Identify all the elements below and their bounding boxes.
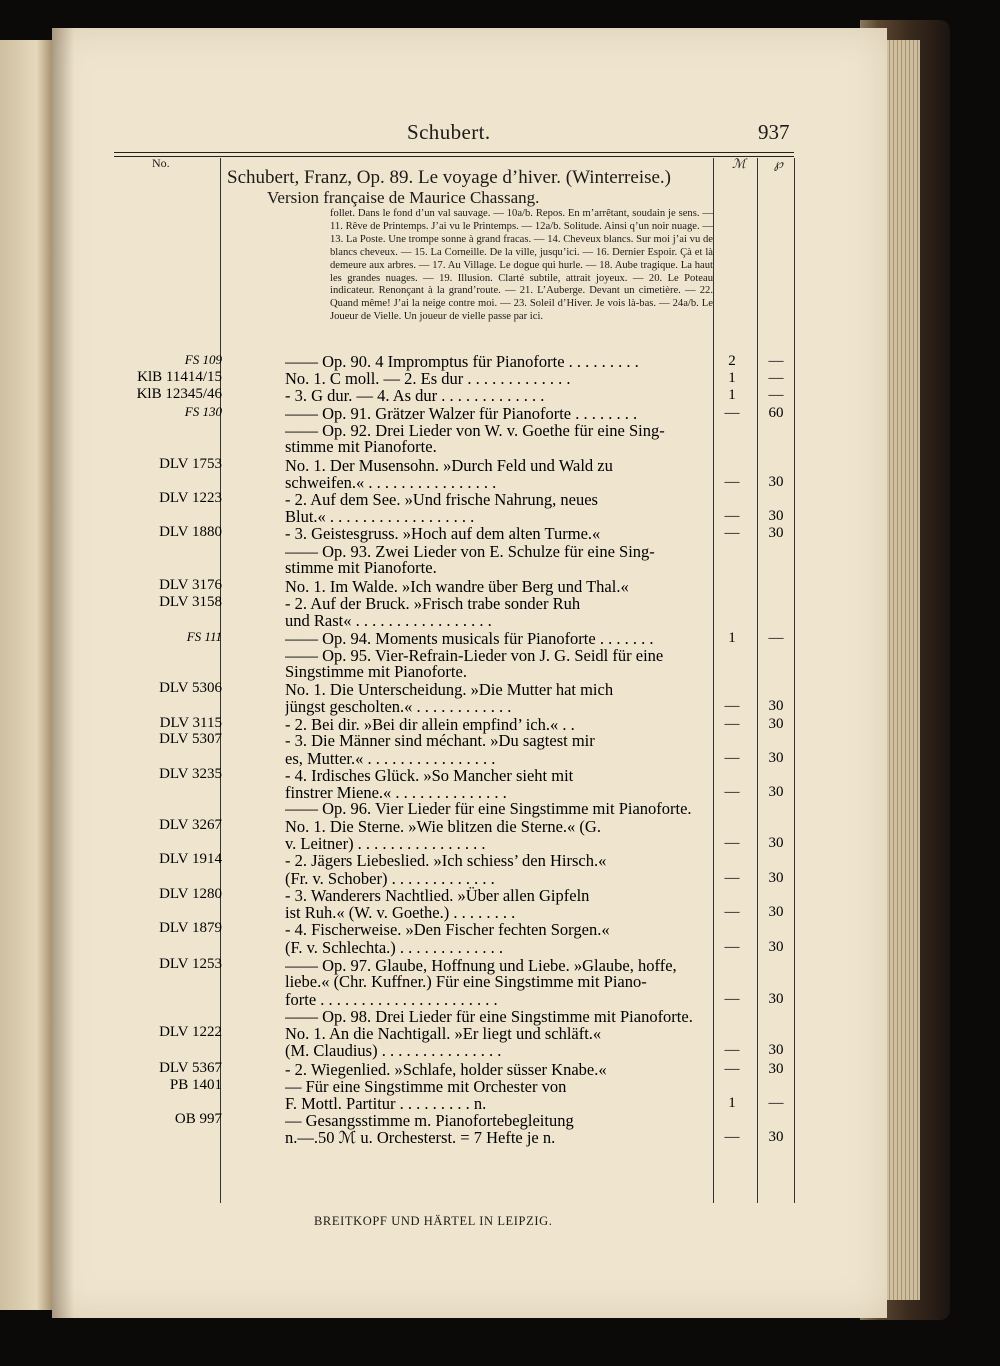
running-head: Schubert. — [407, 120, 491, 144]
item-text: Singstimme mit Pianoforte. — [285, 662, 467, 681]
entry-heading: Schubert, Franz, Op. 89. Le voyage d’hiver. (Winterreise.) — [227, 167, 672, 188]
catalog-row — [112, 386, 862, 405]
catalog-row — [112, 524, 862, 543]
catalog-number: DLV 1753 — [159, 456, 222, 472]
catalog-number: DLV 1223 — [159, 490, 222, 506]
catalog-row — [112, 1041, 862, 1060]
item-text: - 3. Geistesgruss. »Hoch auf dem alten Turme.« — [285, 524, 601, 543]
price-pfennig: — — [768, 387, 784, 403]
item-text: F. Mottl. Partitur . . . . . . . . . n. — [285, 1094, 487, 1113]
song-contents: follet. Dans le fond d’un val sauvage. — 10a/b. Repos. En m’arrêtant, soudain je sens. — 11. Rêve de Printemps. J’ai vu le Printemps. — 12a/b. Solitude. Ainsi q’un noir nuage. — 13. La Poste. Une trompe sonne à grand fracas. — 14. Cheveux blancs. Sur moi j’ai vu de blancs cheveux. — 15. La Corneille. De la ville, jusqu’ici. — 16. Dernier Espoir. Çà et là demeure aux arbres. — 17. Au Village. Le dogue qui hurle. — 18. Aube tragique. La haut les grandes nuages. — 19. Illusion. Clarté subtile, attrait joyeux. — 20. Le Poteau indicateur. Renonçant à la grand’route. — 21. L’Auberge. Devant un cimetière. — 22. Quand même! J’ai la neige contre moi. — 23. Soleil d’Hiver. Je vois là-bas. — 24a/b. Le Joueur de Vielle. Un joueur de vielle passe par ici. — [330, 208, 713, 323]
price-mark: — — [724, 405, 740, 421]
price-mark: — — [724, 1061, 740, 1077]
item-text: ist Ruh.« (W. v. Goethe.) . . . . . . . . — [285, 903, 516, 922]
price-mark: 1 — [728, 387, 736, 403]
catalog-number: DLV 3235 — [159, 766, 222, 782]
catalog-row — [112, 1128, 862, 1147]
price-pfennig: 30 — [768, 474, 784, 490]
page — [52, 28, 887, 1318]
item-text: - 4. Irdisches Glück. »So Mancher sieht mit — [285, 766, 574, 785]
item-text: - 2. Bei dir. »Bei dir allein empfind’ ich.« . . — [285, 715, 575, 734]
catalog-row — [112, 731, 862, 750]
item-text: es, Mutter.« . . . . . . . . . . . . . . . . — [285, 749, 496, 768]
catalog-row — [112, 972, 862, 991]
catalog-number: DLV 5306 — [159, 680, 222, 696]
catalog-row — [112, 697, 862, 716]
item-text: und Rast« . . . . . . . . . . . . . . . . . — [285, 611, 492, 630]
price-pfennig: 30 — [768, 716, 784, 732]
price-pfennig: — — [768, 370, 784, 386]
price-pfennig: 30 — [768, 870, 784, 886]
catalog-number: KlB 11414/15 — [137, 369, 222, 385]
item-text: No. 1. Die Sterne. »Wie blitzen die Sterne.« (G. — [285, 817, 601, 836]
catalog-row — [112, 851, 862, 870]
catalog-number: PB 1401 — [169, 1077, 222, 1093]
item-text: —— Op. 93. Zwei Lieder von E. Schulze für eine Sing- — [285, 542, 655, 561]
catalog-row — [112, 799, 862, 818]
item-text: - 3. G dur. — 4. As dur . . . . . . . . . . . . . — [285, 386, 545, 405]
catalog-row — [112, 437, 862, 456]
item-text: stimme mit Pianoforte. — [285, 437, 437, 456]
item-text: —— Op. 97. Glaube, Hoffnung und Liebe. »Glaube, hoffe, — [285, 956, 677, 975]
column-header-number: No. — [152, 156, 170, 170]
catalog-number: DLV 5367 — [159, 1060, 222, 1076]
item-text: —— Op. 90. 4 Impromptus für Pianoforte . . . . . . . . . — [285, 352, 639, 371]
price-pfennig: — — [768, 1095, 784, 1111]
left-page-edge — [0, 40, 52, 1310]
item-text: n.—.50 ℳ u. Orchesterst. = 7 Hefte je n. — [285, 1128, 556, 1147]
item-text: jüngst gescholten.« . . . . . . . . . . . . — [285, 697, 512, 716]
item-text: No. 1. Der Musensohn. »Durch Feld und Wald zu — [285, 456, 613, 475]
publisher-footer: BREITKOPF UND HÄRTEL IN LEIPZIG. — [314, 1214, 553, 1228]
item-text: - 2. Wiegenlied. »Schlafe, holder süsser Knabe.« — [285, 1060, 607, 1079]
price-mark: — — [724, 1042, 740, 1058]
gutter-shadow — [52, 28, 74, 1318]
item-text: schweifen.« . . . . . . . . . . . . . . . . — [285, 473, 497, 492]
entry-subtitle: Version française de Maurice Chassang. — [267, 188, 540, 207]
item-text: liebe.« (Chr. Kuffner.) Für eine Singstimme mit Piano- — [285, 972, 647, 991]
price-pfennig: 30 — [768, 991, 784, 1007]
price-mark: — — [724, 508, 740, 524]
price-mark: — — [724, 904, 740, 920]
catalog-number: DLV 3176 — [159, 577, 222, 593]
item-text: —— Op. 96. Vier Lieder für eine Singstimme mit Pianoforte. — [285, 799, 692, 818]
price-pfennig: 60 — [768, 405, 784, 421]
item-text: —— Op. 92. Drei Lieder von W. v. Goethe für eine Sing- — [285, 421, 665, 440]
price-mark: — — [724, 1129, 740, 1145]
item-text: —— Op. 94. Moments musicals für Pianoforte . . . . . . . — [285, 629, 654, 648]
catalog-number: DLV 3158 — [159, 594, 222, 610]
price-mark: 2 — [728, 353, 736, 369]
price-mark: — — [724, 939, 740, 955]
catalog-row — [112, 611, 862, 630]
catalog-row — [112, 558, 862, 577]
item-text: (Fr. v. Schober) . . . . . . . . . . . . . — [285, 869, 495, 888]
catalog-number: DLV 1280 — [159, 886, 222, 902]
item-text: forte . . . . . . . . . . . . . . . . . . . . . . — [285, 990, 498, 1009]
price-pfennig: 30 — [768, 835, 784, 851]
price-pfennig: 30 — [768, 525, 784, 541]
catalog-number: FS 130 — [184, 404, 222, 419]
item-text: v. Leitner) . . . . . . . . . . . . . . . . — [285, 834, 486, 853]
price-pfennig: 30 — [768, 1061, 784, 1077]
header-rule — [114, 152, 794, 153]
item-text: finstrer Miene.« . . . . . . . . . . . . . . — [285, 783, 507, 802]
price-mark: 1 — [728, 370, 736, 386]
price-pfennig: 30 — [768, 1129, 784, 1145]
price-mark: — — [724, 716, 740, 732]
header-rule-thin — [114, 156, 794, 157]
price-mark: — — [724, 835, 740, 851]
price-mark: 1 — [728, 1095, 736, 1111]
catalog-number: DLV 5307 — [159, 731, 222, 747]
catalog-number: OB 997 — [174, 1111, 222, 1127]
catalog-number: DLV 1222 — [159, 1024, 222, 1040]
catalog-number: FS 111 — [186, 629, 222, 644]
catalog-number: DLV 1253 — [159, 956, 222, 972]
item-text: —— Op. 98. Drei Lieder für eine Singstimme mit Pianoforte. — [285, 1007, 693, 1026]
item-text: No. 1. An die Nachtigall. »Er liegt und schläft.« — [285, 1024, 602, 1043]
catalog-row — [112, 938, 862, 957]
catalog-number: DLV 3115 — [159, 715, 222, 731]
price-mark: — — [724, 525, 740, 541]
item-text: —— Op. 95. Vier-Refrain-Lieder von J. G. Seidl für eine — [285, 646, 664, 665]
price-pfennig: 30 — [768, 698, 784, 714]
item-text: — Für eine Singstimme mit Orchester von — [285, 1077, 567, 1096]
price-pfennig: 30 — [768, 1042, 784, 1058]
price-pfennig: 30 — [768, 508, 784, 524]
price-mark: — — [724, 698, 740, 714]
price-pfennig: 30 — [768, 784, 784, 800]
price-mark: — — [724, 750, 740, 766]
price-mark: — — [724, 474, 740, 490]
column-header-pfennig: ℘ — [774, 156, 784, 171]
price-pfennig: 30 — [768, 750, 784, 766]
item-text: (M. Claudius) . . . . . . . . . . . . . . . — [285, 1041, 502, 1060]
price-pfennig: — — [768, 353, 784, 369]
item-text: No. 1. Die Unterscheidung. »Die Mutter hat mich — [285, 680, 614, 699]
item-text: No. 1. C moll. — 2. Es dur . . . . . . . . . . . . . — [285, 369, 571, 388]
item-text: - 2. Auf der Bruck. »Frisch trabe sonder Ruh — [285, 594, 581, 613]
catalog-row — [112, 920, 862, 939]
catalog-number: KlB 12345/46 — [136, 386, 222, 402]
item-text: - 3. Wanderers Nachtlied. »Über allen Gipfeln — [285, 886, 590, 905]
price-mark: — — [724, 784, 740, 800]
price-pfennig: — — [768, 630, 784, 646]
item-text: — Gesangsstimme m. Pianofortebegleitung — [285, 1111, 574, 1130]
catalog-number: DLV 1879 — [159, 920, 222, 936]
item-text: —— Op. 91. Grätzer Walzer für Pianoforte . . . . . . . . — [285, 404, 638, 423]
column-header-mark: ℳ — [732, 156, 746, 171]
item-text: No. 1. Im Walde. »Ich wandre über Berg und Thal.« — [285, 577, 629, 596]
item-text: - 2. Jägers Liebeslied. »Ich schiess’ den Hirsch.« — [285, 851, 607, 870]
price-mark: 1 — [728, 630, 736, 646]
item-text: Blut.« . . . . . . . . . . . . . . . . . . — [285, 507, 475, 526]
catalog-number: DLV 1880 — [159, 524, 222, 540]
item-text: - 2. Auf dem See. »Und frische Nahrung, neues — [285, 490, 598, 509]
catalog-number: FS 109 — [184, 352, 222, 367]
price-mark: — — [724, 870, 740, 886]
item-text: - 4. Fischerweise. »Den Fischer fechten Sorgen.« — [285, 920, 610, 939]
item-text: (F. v. Schlechta.) . . . . . . . . . . . . . — [285, 938, 504, 957]
price-pfennig: 30 — [768, 939, 784, 955]
item-text: stimme mit Pianoforte. — [285, 558, 437, 577]
price-pfennig: 30 — [768, 904, 784, 920]
price-mark: — — [724, 991, 740, 1007]
catalog-row — [112, 662, 862, 681]
page-number: 937 — [758, 120, 790, 144]
item-text: - 3. Die Männer sind méchant. »Du sagtest mir — [285, 731, 595, 750]
catalog-number: DLV 3267 — [159, 817, 222, 833]
catalog-number: DLV 1914 — [159, 851, 222, 867]
